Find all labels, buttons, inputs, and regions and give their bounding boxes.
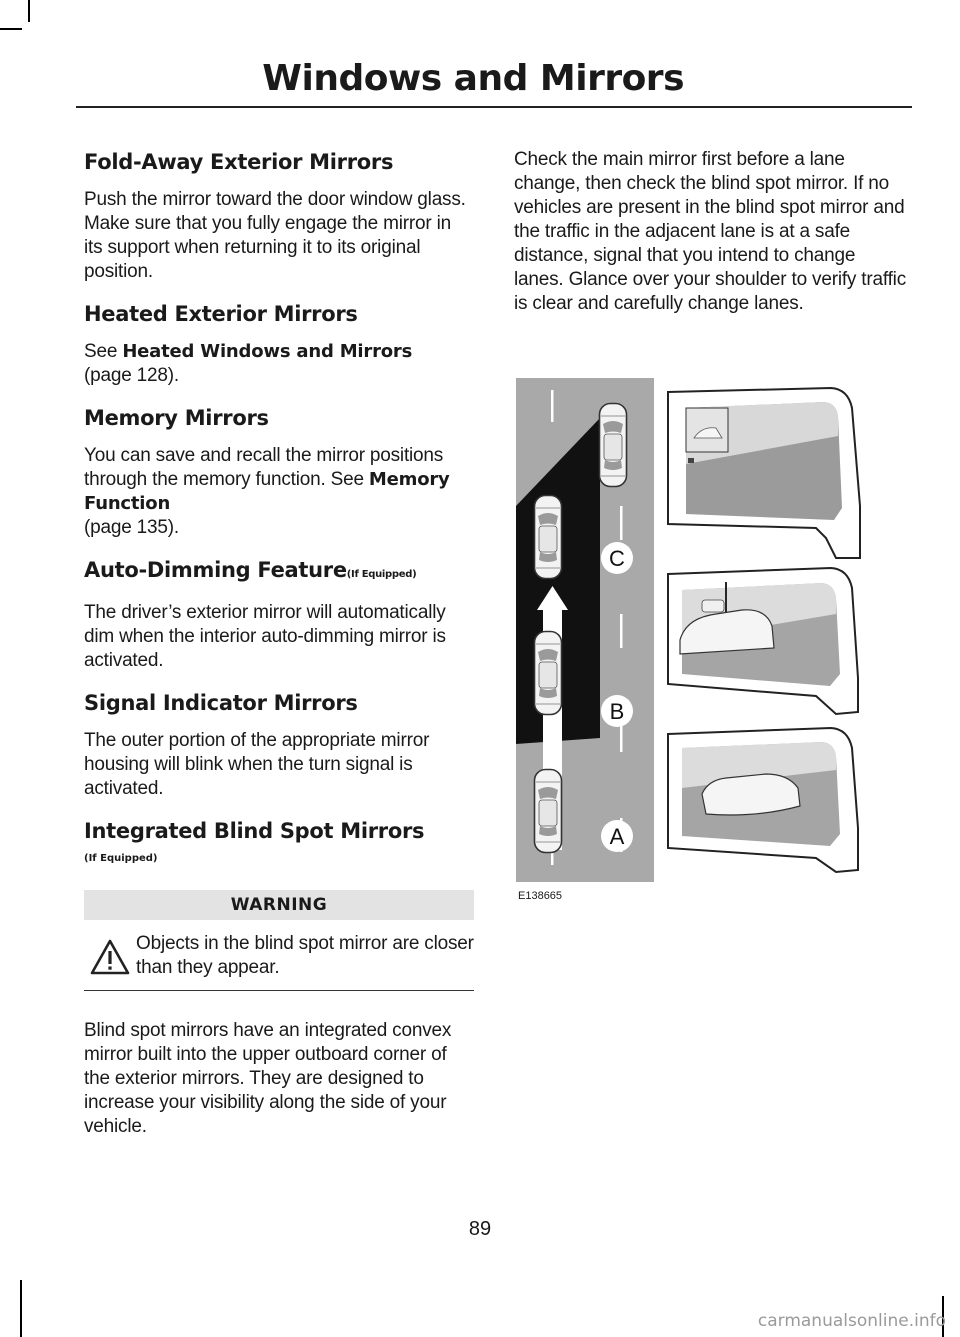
page-ref-memory: (page 135). [84,517,179,538]
paragraph-foldaway: Push the mirror toward the door window glass. Make sure that you fully engage the mirror in its support when returning it to its original position. [84,189,466,282]
label-c: C [609,546,625,571]
autodim-title: Auto-Dimming Feature [84,558,347,582]
crop-mark [0,28,22,30]
warning-text: Objects in the blind spot mirror are closer than they appear. [136,933,474,978]
label-b: B [609,699,625,724]
mirror-b [668,568,858,714]
watermark: carmanualsonline.info [757,1311,946,1331]
page-ref-heated: (page 128). [84,365,179,386]
right-column [514,148,906,332]
see-text: See [84,341,118,362]
memory-body: You can save and recall the mirror positions through the memory function. See [84,445,444,490]
paragraph-heated [84,340,474,388]
heading-blindspot: Integrated Blind Spot Mirrors [84,819,425,843]
heading-memory: Memory Mirrors [84,406,269,430]
mirror-a [668,728,858,872]
heading-autodim [84,556,474,589]
crop-mark [28,0,30,22]
mirror-c [668,388,860,558]
blind-spot-illustration [516,378,882,882]
warning-box [84,920,474,991]
warning-label: WARNING [84,890,474,920]
heading-foldaway: Fold-Away Exterior Mirrors [84,150,394,174]
figure-id: E138665 [518,890,563,902]
paragraph-lane-change: Check the main mirror first before a lane change, then check the blind spot mirror. If no vehicles are present in the blind spot mirror and the traffic in the adjacent lane is at a safe distance, signal that you intend to change lanes. Glance over your shoulder to verify traffic is clear and carefully change lanes. [514,149,907,314]
autodim-equipped: (If Equipped) [346,569,417,580]
link-memory-function[interactable]: Memory Function [84,469,450,514]
warning-triangle-icon [84,938,136,978]
heading-signal: Signal Indicator Mirrors [84,691,358,715]
paragraph-blindspot: Blind spot mirrors have an integrated convex mirror built into the upper outboard corner of the exterior mirrors. They are designed to increase your visibility along the side of your vehicle. [84,1020,452,1137]
paragraph-autodim: The driver’s exterior mirror will automatically dim when the interior auto-dimming mirror is activated. [84,602,446,671]
crop-mark [20,1280,22,1337]
blindspot-equipped: (If Equipped) [84,853,158,864]
page-number: 89 [468,1218,492,1240]
title-rule [76,106,912,108]
link-heated-windows[interactable]: Heated Windows and Mirrors [122,341,413,362]
paragraph-memory [84,444,474,540]
label-a: A [609,824,625,849]
heading-heated: Heated Exterior Mirrors [84,302,358,326]
left-column [84,148,474,1155]
page-title: Windows and Mirrors [262,58,684,99]
paragraph-signal: The outer portion of the appropriate mirror housing will blink when the turn signal is activated. [84,730,430,799]
